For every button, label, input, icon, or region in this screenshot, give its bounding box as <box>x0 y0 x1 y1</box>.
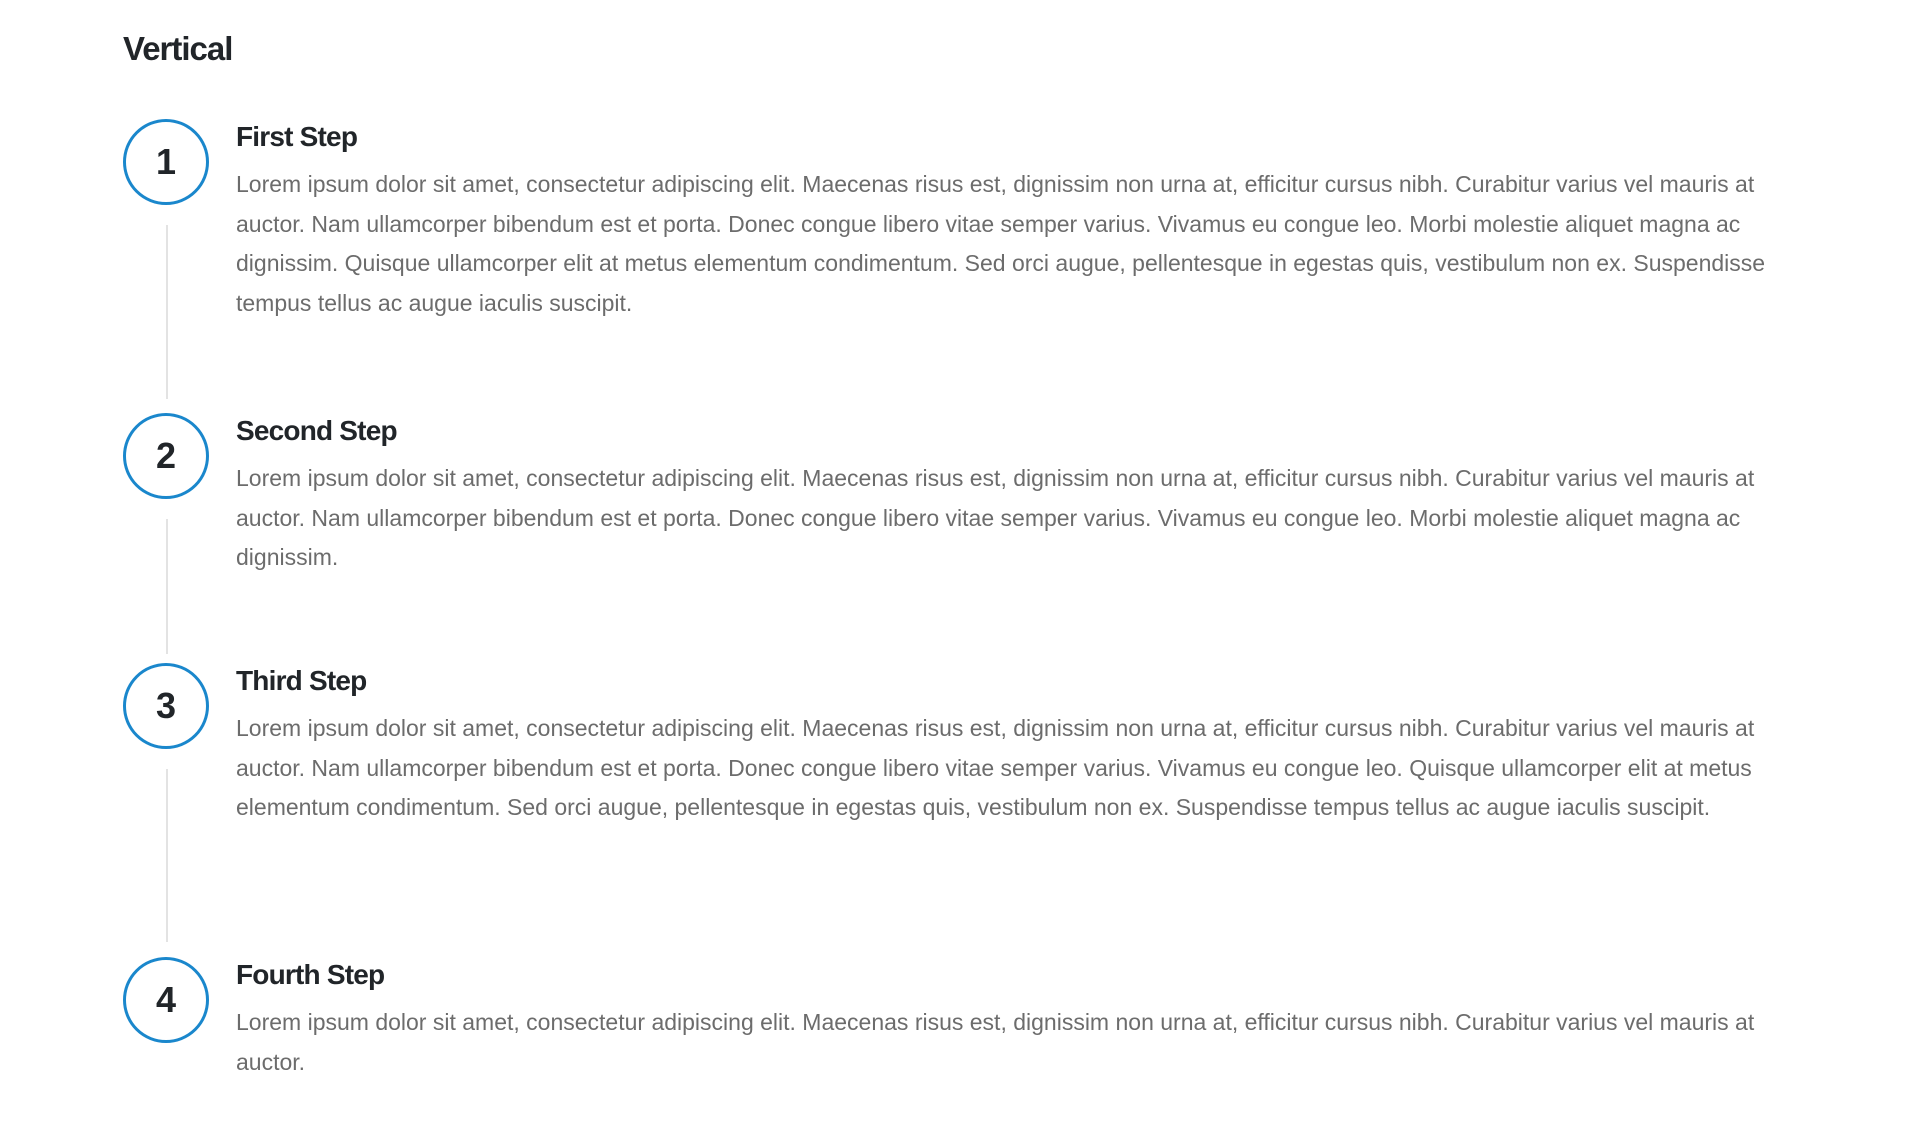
step-content <box>236 415 1816 578</box>
step-title: Third Step <box>236 665 367 696</box>
step-description: Lorem ipsum dolor sit amet, consectetur adipiscing elit. Maecenas risus est, dignissim non urna at, efficitur cursus nibh. Curabitur varius vel mauris at auctor. Nam ullamcorper bibendum est et porta. Donec congue libero vitae semper varius. Vivamus eu congue leo. Quisque ullamcorper elit at metus elementum condimentum. Sed orci augue, pellentesque in egestas quis, vestibulum non ex. Suspendisse tempus tellus ac augue iaculis suscipit. <box>236 715 1755 820</box>
step-number-circle: 1 <box>123 119 209 205</box>
step-number-circle: 4 <box>123 957 209 1043</box>
step-connector-line <box>166 769 168 942</box>
step-content <box>236 665 1816 828</box>
step-description: Lorem ipsum dolor sit amet, consectetur adipiscing elit. Maecenas risus est, dignissim non urna at, efficitur cursus nibh. Curabitur varius vel mauris at auctor. Nam ullamcorper bibendum est et porta. Donec congue libero vitae semper varius. Vivamus eu congue leo. Morbi molestie aliquet magna ac dignissim. Quisque ullamcorper elit at metus elementum condimentum. Sed orci augue, pellentesque in egestas quis, vestibulum non ex. Suspendisse tempus tellus ac augue iaculis suscipit. <box>236 171 1766 316</box>
step-number-circle: 3 <box>123 663 209 749</box>
step-title: Second Step <box>236 415 397 446</box>
page-title: Vertical <box>123 30 233 67</box>
step-title: Fourth Step <box>236 959 385 990</box>
step-description: Lorem ipsum dolor sit amet, consectetur adipiscing elit. Maecenas risus est, dignissim non urna at, efficitur cursus nibh. Curabitur varius vel mauris at auctor. Nam ullamcorper bibendum est et porta. Donec congue libero vitae semper varius. Vivamus eu congue leo. Morbi molestie aliquet magna ac dignissim. <box>236 465 1755 570</box>
step-connector-line <box>166 519 168 654</box>
step-title: First Step <box>236 121 358 152</box>
step-description: Lorem ipsum dolor sit amet, consectetur adipiscing elit. Maecenas risus est, dignissim non urna at, efficitur cursus nibh. Curabitur varius vel mauris at auctor. <box>236 1009 1755 1075</box>
step-content <box>236 959 1816 1082</box>
step-content <box>236 121 1816 323</box>
step-connector-line <box>166 225 168 399</box>
step-number-circle: 2 <box>123 413 209 499</box>
